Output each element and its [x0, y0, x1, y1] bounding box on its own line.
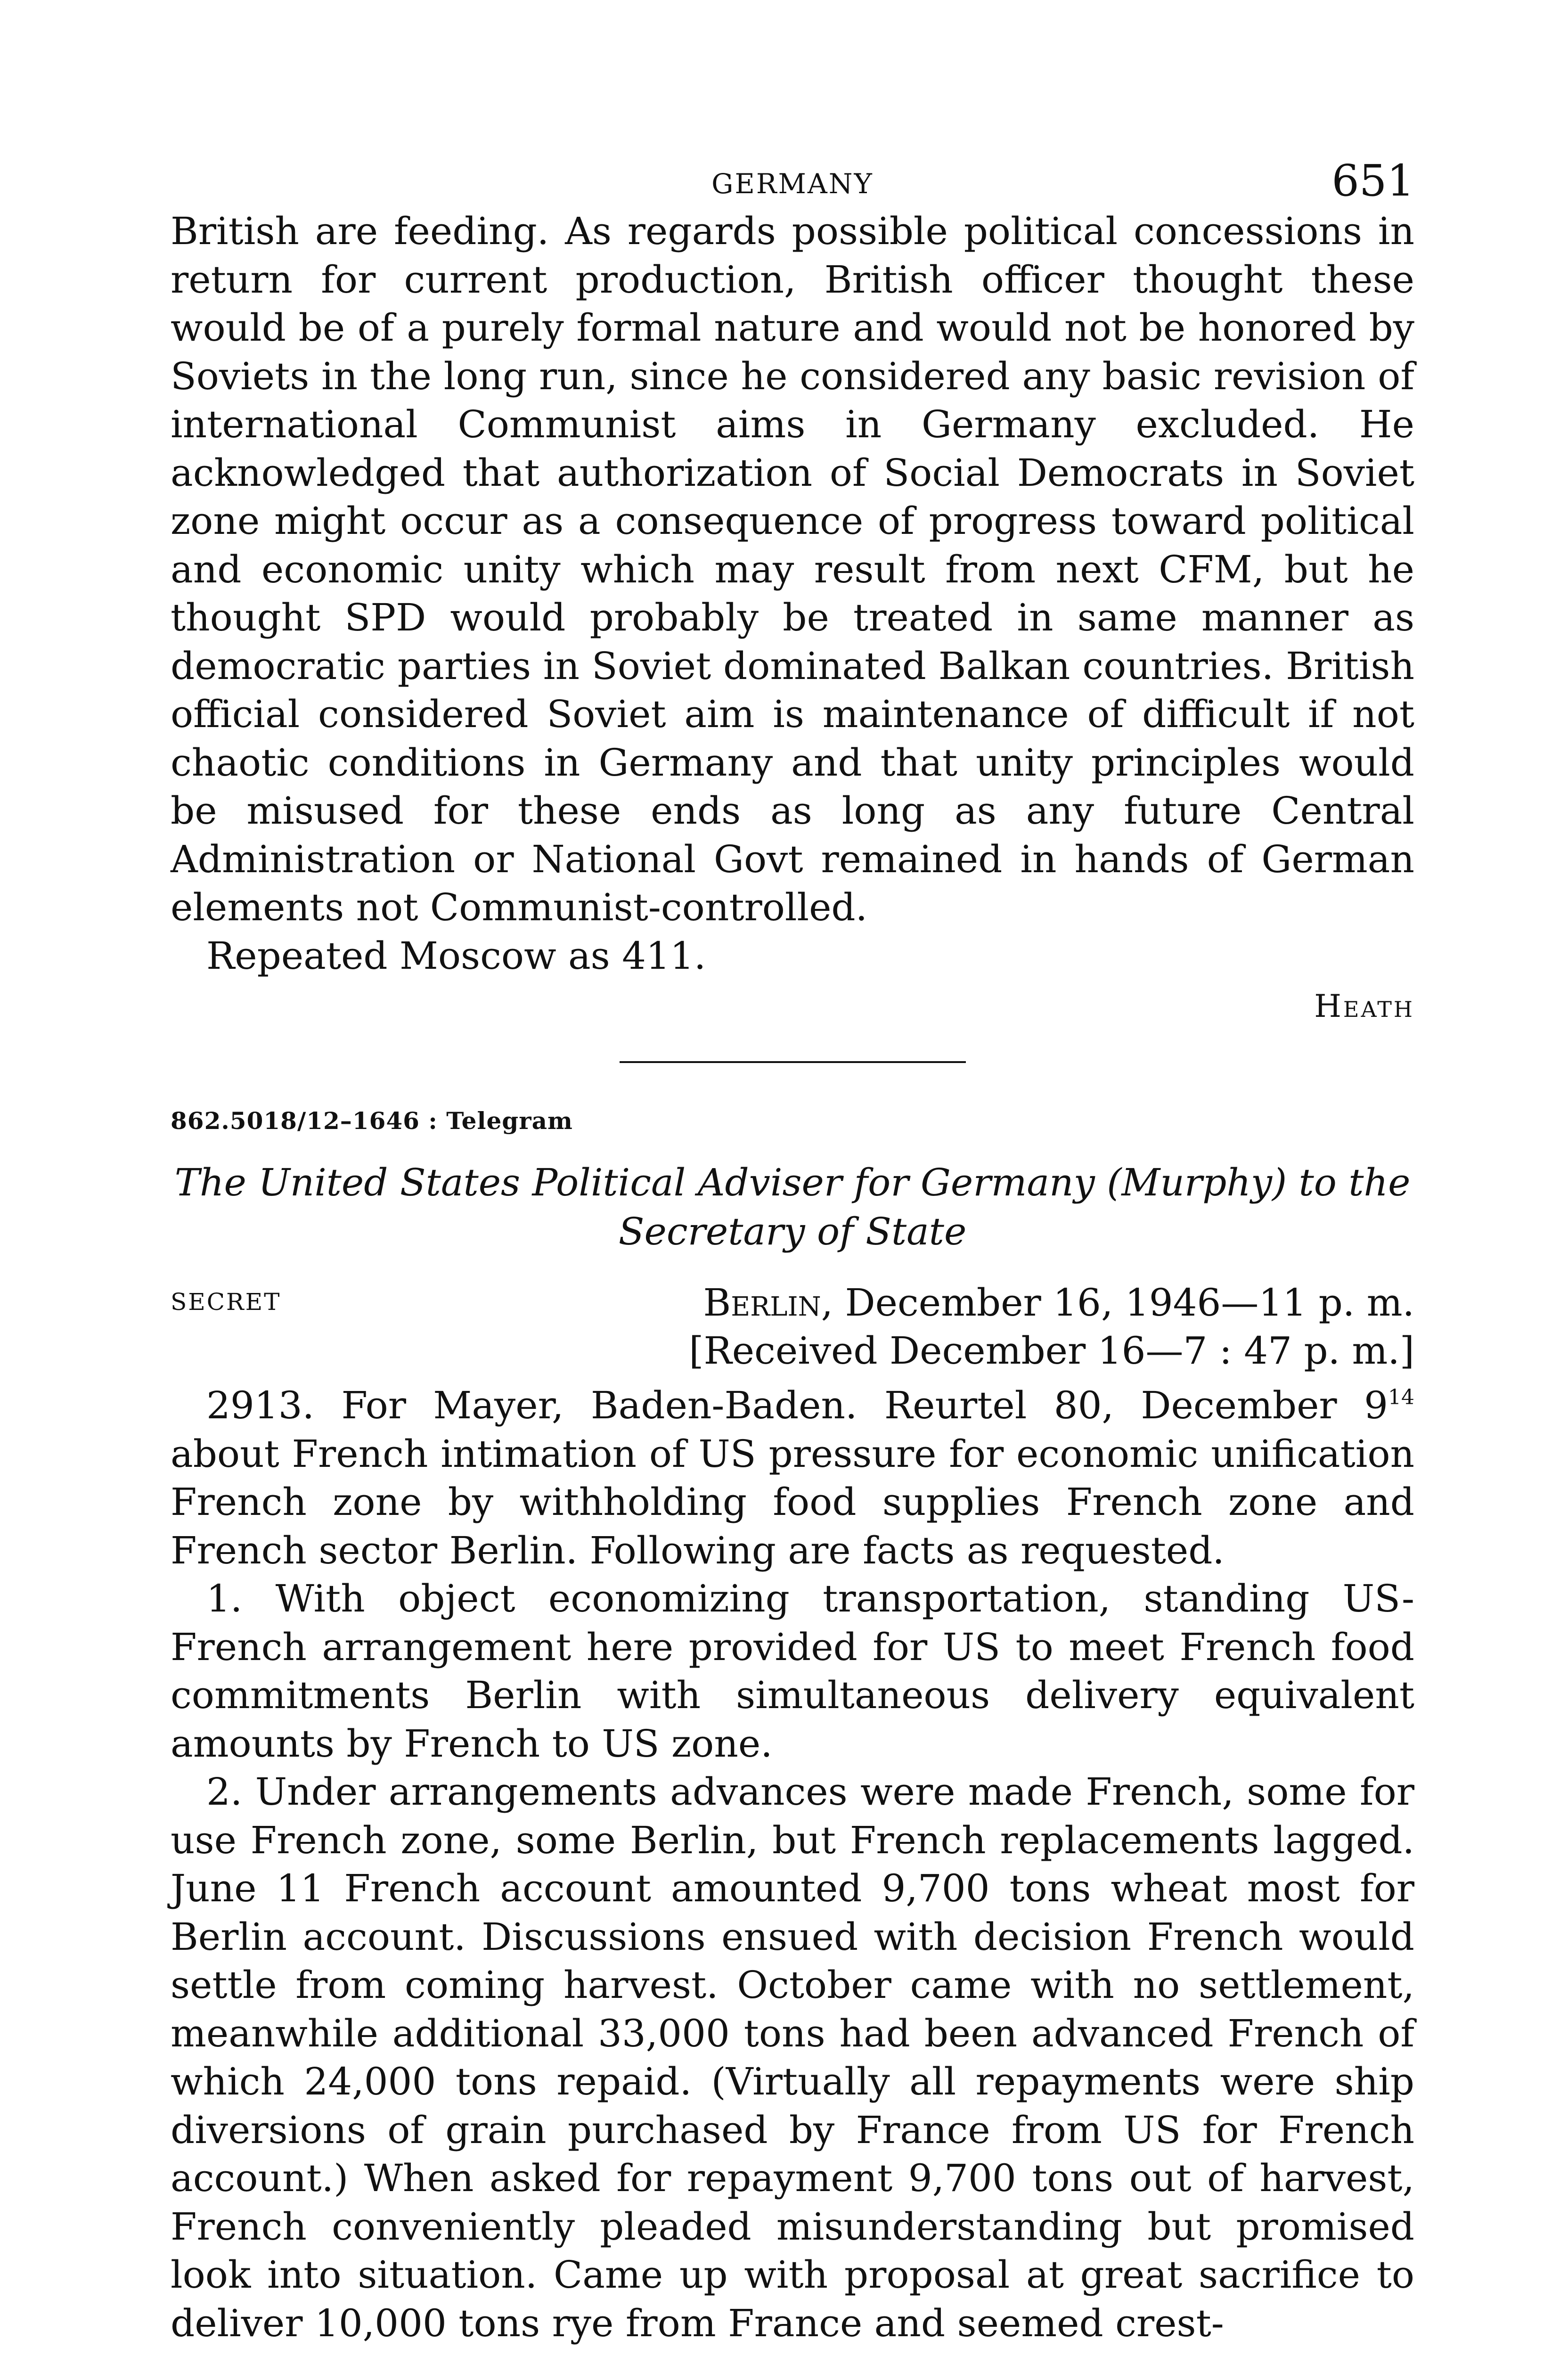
document-title: The United States Political Adviser for Germany (Murphy) to the Secretary of State [174, 1161, 1411, 1253]
body-paragraph-1-text-a: 2913. For Mayer, Baden-Baden. Reurtel 80, December 9 [206, 1383, 1388, 1427]
repeated-note: Repeated Moscow as 411. [206, 933, 706, 978]
body-paragraph-1 [171, 1382, 1414, 1575]
dateline [689, 1279, 1414, 1375]
body-paragraph-2: 1. With object economizing transportation, standing US-French arrangement here provided for US to meet French food commitments Berlin with simultaneous delivery equivalent amounts by French to US zone. [171, 1577, 1414, 1766]
running-head-title: GERMANY [711, 168, 874, 200]
dateline-date: , December 16, 1946—11 p. m. [821, 1281, 1414, 1325]
dateline-place: Berlin [703, 1281, 821, 1325]
footnote-reference[interactable]: 14 [1388, 1385, 1414, 1409]
body-paragraph-1-text-b: about French intimation of US pressure for economic unification French zone by withholding food supplies French zone and French sector Berlin. Following are facts as requested. [171, 1432, 1414, 1572]
section-divider [620, 1061, 966, 1063]
body-paragraph-3: 2. Under arrangements advances were made French, some for use French zone, some Berlin, but French replacements lagged. June 11 French account amounted 9,700 tons wheat most for Berlin account. Discussions ensued with decision French would settle from coming harvest. October came with no settlement, meanwhile additional 33,000 tons had been advanced French of which 24,000 tons repaid. (Virtually all repayments were ship diversions of grain purchased by France from US for French account.) When asked for repayment 9,700 tons out of harvest, French conveniently pleaded misunderstanding but promised look into situation. Came up with proposal at great sacrifice to deliver 10,000 tons rye from France and seemed crest- [171, 1770, 1414, 2345]
dateline-sent [689, 1279, 1414, 1327]
signature: Heath [1314, 988, 1414, 1024]
telegram-header [171, 1279, 1414, 1378]
file-reference: 862.5018/12–1646 : Telegram [171, 1107, 573, 1135]
continued-paragraph: British are feeding. As regards possible political concessions in return for current production, British officer thought these would be of a purely formal nature and would not be honored by Soviets in the long run, since he considered any basic revision of international Communist aims in Germany excluded. He acknowledged that authorization of Social Democrats in Soviet zone might occur as a consequence of progress toward political and economic unity which may result from next CFM, but he thought SPD would probably be treated in same manner as democratic parties in Soviet dominated Balkan countries. British official considered Soviet aim is maintenance of difficult if not chaotic conditions in Germany and that unity principles would be misused for these ends as long as any future Central Administration or National Govt remained in hands of German elements not Communist-controlled. [171, 209, 1414, 929]
classification-label: SECRET [171, 1288, 281, 1316]
dateline-received: [Received December 16—7 : 47 p. m.] [689, 1329, 1414, 1373]
page-number: 651 [1331, 155, 1414, 206]
running-head [171, 155, 1414, 207]
document-page [171, 155, 1414, 2356]
